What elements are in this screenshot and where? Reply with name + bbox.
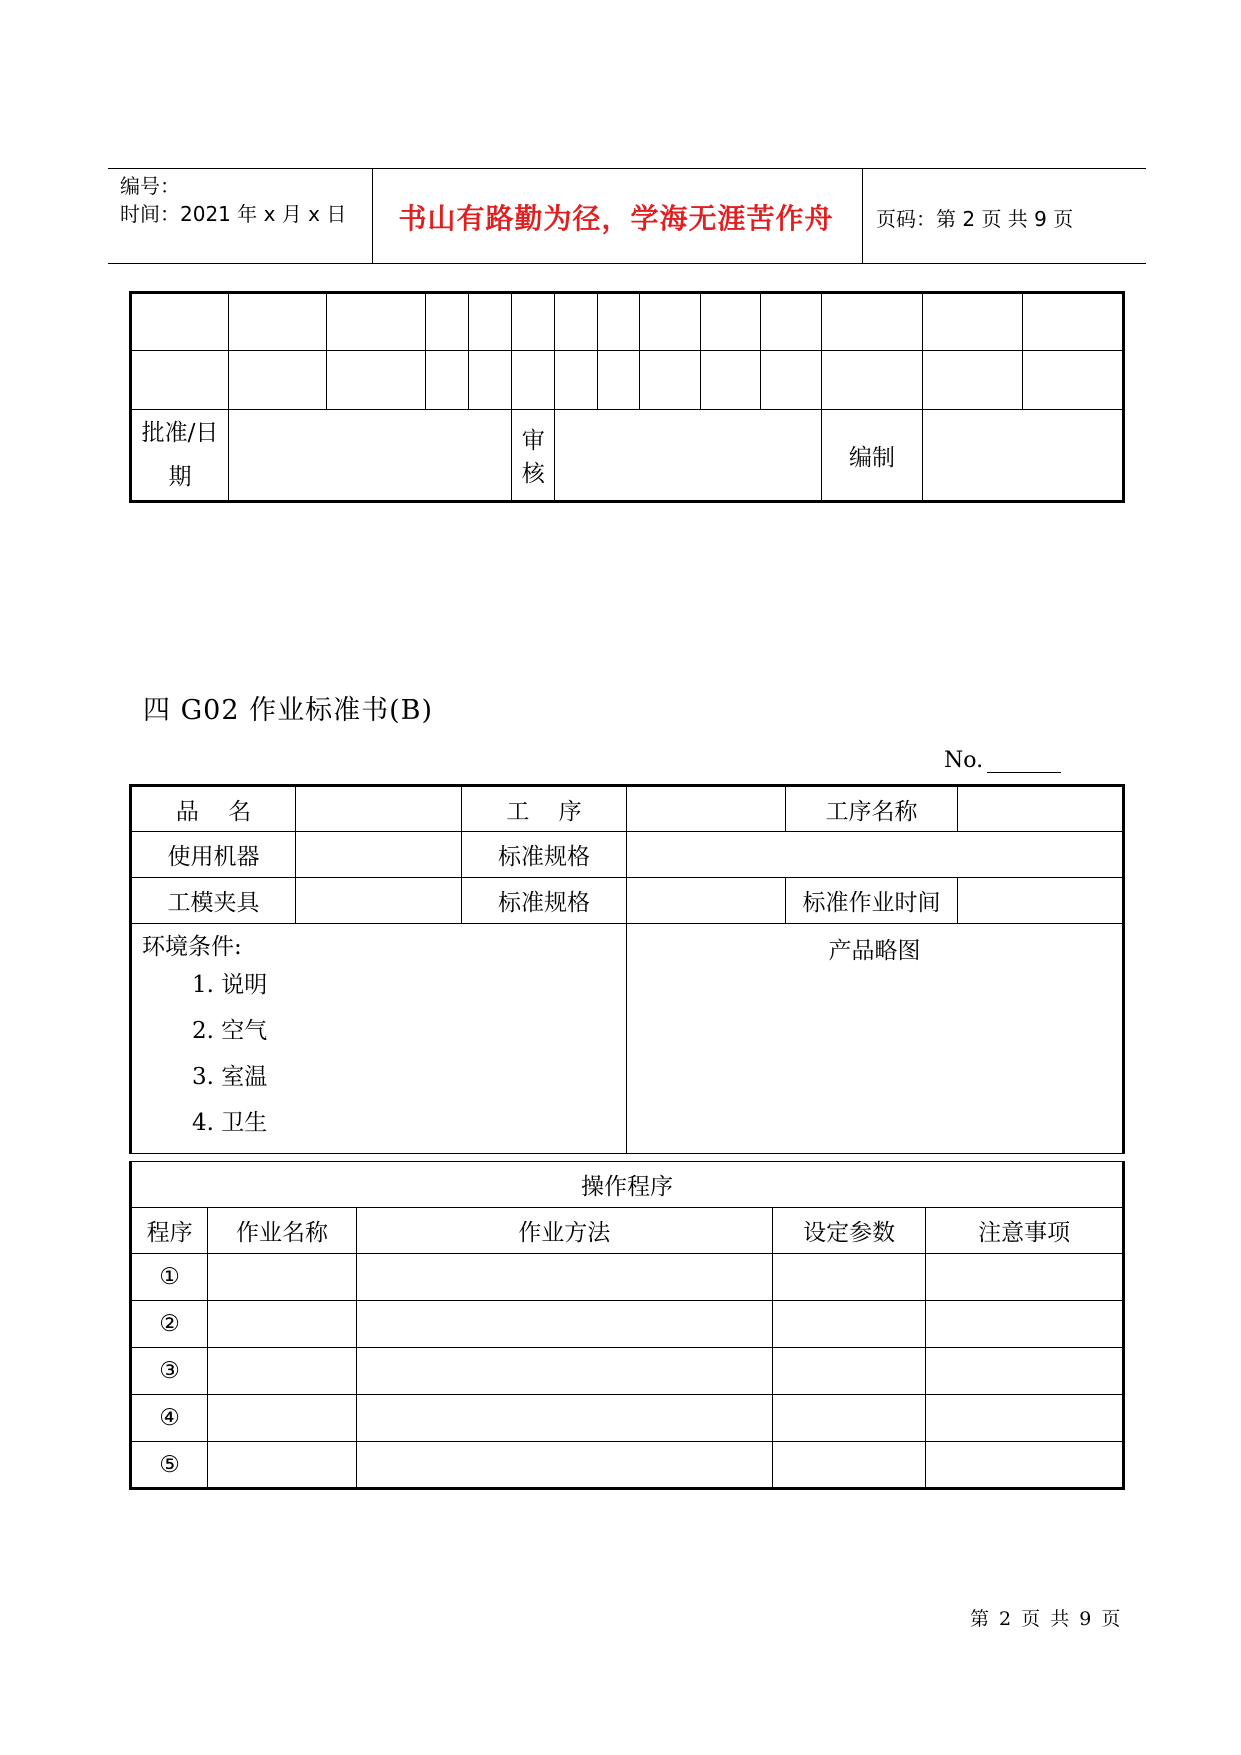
- operation-method-field[interactable]: [356, 1395, 772, 1442]
- fixture-label: 工模夹具: [131, 878, 296, 924]
- work-standard-form: [129, 784, 1125, 1154]
- header-page-label: 页码：第 2 页 共 9 页: [876, 207, 1074, 231]
- operation-name-field[interactable]: [208, 1348, 356, 1395]
- notes-field[interactable]: [926, 1442, 1124, 1489]
- notes-field[interactable]: [926, 1301, 1124, 1348]
- product-name-label: 品 名: [131, 786, 296, 832]
- col-notes: 注意事项: [926, 1208, 1124, 1254]
- approve-date-field[interactable]: [229, 410, 512, 502]
- procedure-row: [131, 1348, 1124, 1395]
- operation-method-field[interactable]: [356, 1301, 772, 1348]
- col-parameters: 设定参数: [772, 1208, 925, 1254]
- operation-name-field[interactable]: [208, 1395, 356, 1442]
- signoff-row: [131, 410, 1124, 502]
- process-label: 工 序: [462, 786, 627, 832]
- step-number: ④: [131, 1395, 208, 1442]
- parameter-field[interactable]: [772, 1348, 925, 1395]
- header-divider-right: [862, 168, 863, 264]
- product-name-field[interactable]: [296, 786, 462, 832]
- prepare-label: 编制: [822, 410, 922, 502]
- step-number: ⑤: [131, 1442, 208, 1489]
- std-spec-field[interactable]: [627, 832, 1124, 878]
- parameter-field[interactable]: [772, 1395, 925, 1442]
- std-spec-field-2[interactable]: [627, 878, 786, 924]
- document-number: [944, 748, 1061, 773]
- product-sketch-area: [627, 924, 1124, 1154]
- notes-field[interactable]: [926, 1254, 1124, 1301]
- env-item-room-temp: 3. 室温: [192, 1064, 268, 1090]
- procedure-row: [131, 1254, 1124, 1301]
- col-step: 程序: [131, 1208, 208, 1254]
- std-time-field[interactable]: [958, 878, 1124, 924]
- std-spec-label-2: 标准规格: [462, 878, 627, 924]
- signoff-table: [129, 291, 1125, 503]
- signoff-blank-row: [131, 351, 1124, 410]
- no-label: No.: [944, 748, 984, 773]
- environment-conditions: [131, 924, 627, 1154]
- env-item-air: 2. 空气: [192, 1018, 268, 1044]
- header-bottom-rule: [108, 263, 1146, 264]
- operation-method-field[interactable]: [356, 1254, 772, 1301]
- env-title: 环境条件:: [142, 934, 242, 960]
- fixture-field[interactable]: [296, 878, 462, 924]
- operation-name-field[interactable]: [208, 1254, 356, 1301]
- no-blank-field[interactable]: [987, 750, 1061, 773]
- notes-field[interactable]: [926, 1395, 1124, 1442]
- procedure-header-row: [131, 1208, 1124, 1254]
- std-spec-label: 标准规格: [462, 832, 627, 878]
- std-time-label: 标准作业时间: [786, 878, 958, 924]
- review-field[interactable]: [555, 410, 822, 502]
- operation-method-field[interactable]: [356, 1442, 772, 1489]
- machine-field[interactable]: [296, 832, 462, 878]
- machine-label: 使用机器: [131, 832, 296, 878]
- col-operation-name: 作业名称: [208, 1208, 356, 1254]
- header-motto: 书山有路勤为径，学海无涯苦作舟: [398, 202, 834, 235]
- operation-name-field[interactable]: [208, 1442, 356, 1489]
- parameter-field[interactable]: [772, 1442, 925, 1489]
- product-sketch-label: 产品略图: [828, 938, 921, 964]
- prepare-field[interactable]: [922, 410, 1123, 502]
- section-title: 四 G02 作业标准书(B): [143, 695, 433, 726]
- procedure-row: [131, 1395, 1124, 1442]
- step-number: ②: [131, 1301, 208, 1348]
- approve-date-label: 批准/日期: [131, 410, 229, 502]
- header-meta: [120, 172, 346, 228]
- step-number: ③: [131, 1348, 208, 1395]
- header-top-rule: [108, 168, 1146, 169]
- operation-procedure-title: 操作程序: [131, 1162, 1124, 1208]
- time-label: 时间：2021 年 x 月 x 日: [120, 202, 347, 226]
- signoff-blank-row: [131, 293, 1124, 351]
- review-label: 审核: [512, 410, 555, 502]
- parameter-field[interactable]: [772, 1254, 925, 1301]
- env-item-hygiene: 4. 卫生: [192, 1110, 268, 1136]
- process-name-label: 工序名称: [786, 786, 958, 832]
- operation-name-field[interactable]: [208, 1301, 356, 1348]
- parameter-field[interactable]: [772, 1301, 925, 1348]
- process-field[interactable]: [627, 786, 786, 832]
- notes-field[interactable]: [926, 1348, 1124, 1395]
- procedure-row: [131, 1301, 1124, 1348]
- env-item-description: 1. 说明: [192, 972, 268, 998]
- process-name-field[interactable]: [958, 786, 1124, 832]
- procedure-row: [131, 1442, 1124, 1489]
- number-label: 编号：: [120, 174, 180, 198]
- operation-method-field[interactable]: [356, 1348, 772, 1395]
- step-number: ①: [131, 1254, 208, 1301]
- operation-procedure-table: [129, 1161, 1125, 1490]
- footer-page-number: 第 2 页 共 9 页: [970, 1608, 1123, 1630]
- col-operation-method: 作业方法: [356, 1208, 772, 1254]
